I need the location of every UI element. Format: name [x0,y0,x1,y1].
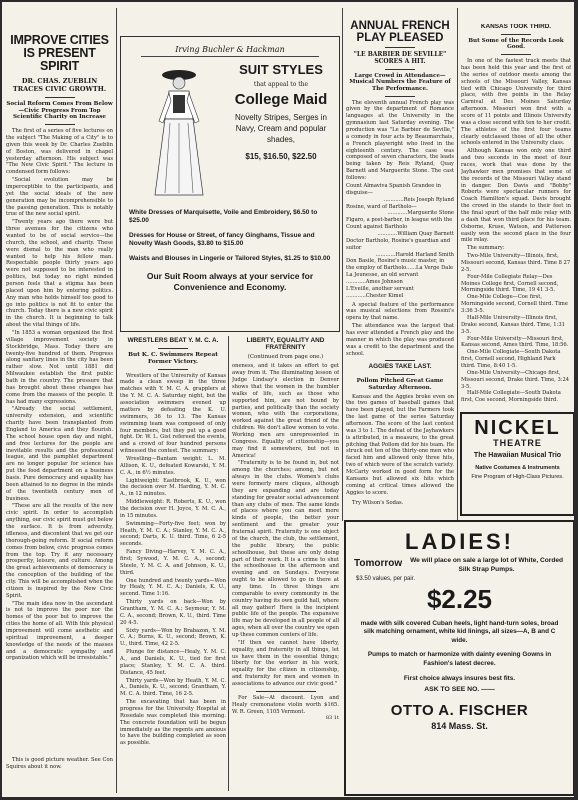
divider [158,348,188,349]
paragraph: Swimming—Forty-five feet; won by Heath, Y. M. C. A.; Stanley, Y. M. C. A., second; Darts, K. U. third. Time, 6 2-5 seconds. [120,520,226,548]
column-rule [342,8,343,521]
divider [45,124,75,125]
article-body [232,363,339,687]
paragraph: Lightweight: Eastbrook, K. U., won the decision over M. Harding, Y. M. C. A., in 12 minutes. [120,477,226,498]
ad-title: College Maid [234,90,328,108]
result-line: Four-Mile University—Missouri first, Kansas second, Ames third. Time, 18:56. [461,335,569,349]
paragraph: "In 1853 a woman organized the first village improvement society in Stockbridge, Mass. Today there are twenty-five hundred of them. Progress along sanitary lines in the city has been rather slow. Not until 1881 did Milwaukee establish the first public bath in the country. The pressure that has brought about these changes has come from the masses of the people. It has had many expressions. [6,330,113,405]
ad-promo: Pumps to match or harmonize with dainty evening Gowns in Fashion's latest decree. [367,651,552,668]
ad-headline: SUIT STYLES [239,62,323,77]
paragraph: A special feature of the performance was musical selections from Rossini's opera by that name. [346,301,454,322]
paragraph: Sixty yards—Won by Brabazon, Y. M. C. A.; Burns, K. U., second; Brown, K. U., third. Time, 42 2-5. [120,627,226,648]
cast-line: Don Basile, Rosine's music master, in the employ of Bartholo......La Verge Dale [346,258,454,272]
continued-note: (Continued from page one.) [247,354,324,361]
paragraph: Thirty yards on back—Won by Grantham, Y. M. C. A.; Seymour, Y. M. C. A., second; Brown, K. U., third. Time 20 4-5. [120,599,226,626]
cast-line: Doctor Bartholo, Rosine's guardian and suitor [346,237,451,251]
paragraph: Thirty yards—Won by Heath, Y. M. C. A., Daniels, K. U., second; Grantham, Y. M. C. A. third. Time, 16 2-5. [120,677,226,698]
result-line: Two-Mile University—Illinois, first, Missouri second, Kansas third. Time 8 27 2-5. [461,253,571,273]
for-sale-notice: For Sale—At discount. Lyon and Healy cremonatone violin worth $165. W. R. Green, 1105 Vermont. [232,694,339,715]
cast-line: Count Almaviva Spanish Grandee in disguise— [346,182,441,196]
subhead: Large Crowd in Attendance—Musical Numbers the Feature of The Performance. [349,72,451,92]
suit-styles-ad [120,36,340,332]
cast-list [346,183,454,300]
divider [256,691,316,692]
paragraph: The eleventh annual French play was given by the department of Romance languages at the University in the gymnasium last Saturday evening. The production was "Le Barbier de Seville," a comedy in four acts by Beaumarchais, a French playwright who lived in the eighteenth century. The case was composed of seven characters, the leads being taken by Reis Ryland, Quay Barnett and Marguerite Stone. The cast follows: [346,99,454,182]
ad-store-name: OTTO A. FISCHER [390,701,529,719]
ad-tagline: that appeal to the [253,80,309,88]
divider [385,69,415,70]
subhead: Social Reform Comes From Below—Civic Progress From Top Scientific Charity on Increase [6,100,113,121]
cast-line: L'Eveille, another servant ............Chester Kimel [346,285,414,299]
column-wrestlers [120,336,226,794]
result-line: Half-Mile University—Illinois first, Drake second, Kansas third. Time, 1:31 3-5. [461,314,565,335]
column-rule [116,8,117,793]
paragraph: "Already the social settlement, university extension, and scientific charity have been transplanted from England to America and they flourish. The school house open day and night, and free lectures for the people are inevitable results and the professional league, and the pamphlet department are no longer popular for science has put the food department on a business basis. Pure democracy and equality has been attained to no degree in the minds of the twentieth century men of business. [6,406,113,502]
ad-waists: Waists and Blouses in Lingerie or Tailored Styles, $1.25 to $10.00 [129,254,331,262]
paragraph: Middleweight: R. Roberts, K. U., won the decision over H. Joyce, Y. M. C. A., in 15 minutes. [120,499,226,519]
result-line: One-Mile Collegiate—South Dakota first, Cornell second, Highland Park third. Time, 8:40 1-5. [461,349,561,369]
paragraph: The excavating that has been in progress for the University Hospital at Rosedale was completed this morning. The concrete foundation will be begun immediately as the regents are anxious to have the building completed as soon as possible. [120,699,226,747]
ad-value: $3.50 values, per pair. [356,576,416,583]
paragraph: Kansas and the Aggies broke even on the two games of baseball games that have been played, but the Farmers took the last game of the series Saturday afternoon. The score of the last contest was 3 to 1. The defeat of the Jayhawkers is attributed, in a measure, to the great pitching that Pollom did for his team. He struck out ten of the thirty-one men who faced him and allowed only three hits, two of which were of the scratch variety. McCarty worked in good form for the Kansans but allowed six hits which coming at critical times allowed the Aggies to score. [346,393,454,496]
closing-note: This is good picture weather. See Con Squires about it now. [6,757,113,770]
ad-dresses-2: Dresses for House or Street, of fancy Ginghams, Tissue and Novelty Wash Goods, $3.80 to $15.00 [129,231,315,248]
paragraph: In one of the fastest track meets that has been held this year and the first of the series of outdoor meets among the schools of the Missouri Valley, Kansas tied with Chicago University for third place, with five points in the Relay Carnival at Des Moines Saturday afternoon. Missouri won first with a score of 11 points and Illinois University was a close second with ten to her credit. The athletes of the first four teams clearly outclassed those of all the other schools entered in the University class. [461,58,571,147]
paragraph: "Twenty years ago there were but three avenues for the citizens who wanted to be of social service—the church, the school, and charity. These were dismal to the man who really wanted to help his fellow man. Respectable people thirty years ago were not supposed to be interested in politics, but today no right minded person feels that a stigma has been placed upon him by entering politics. Any man who holds himself too good to go into politics is not fit to enter the church. Today there is a new civic spirit in the church. It is beginning to talk about the vital things of life. [6,219,113,329]
paragraph: Wrestlers of the University of Kansas made a clean sweep in the three matches with Y. M. C. A. grapplers at the Y. M. C. A. Saturday night, but the association swimmers evened up matters by defeating the K. U. swimmers, 36 to 13. The Kansas swimming team was composed of only four members, but they put up a good fight. Dr. W. L. Gist refereed the events, and a crowd of four hundred persons witnessed the contest. The summary: [120,372,226,455]
article-body [120,373,226,748]
cast-line: La Jeunesse, an old servant ............Ames Johnson [346,272,419,285]
paragraph: The summary: [467,245,505,252]
paragraph: Fancy Diving—Harvey, Y. M. C. A., first; Sywood, Y. M. C. A., second; Steele, Y. M. C. A. and Johnson, K. U., third. [120,549,226,576]
subhead: But Some of the Records Look Good. [468,37,564,51]
column-rule [457,8,458,521]
newspaper-page [2,2,574,797]
cast-line: ............William Quay Barnett [377,230,454,237]
paragraph: oneness, and it takes an effort to get away from it. The illuminating lesson of Judge Lindsay's election in Denver shows that the women in the humbler walks of life, such as those who supported him, are not bound by parties, and politically than the society women, who with the corporations, worked against the great friend of the children. We don't allow women to vote. Working men are unrepresented in Congress. Equality of citizenship—you may find it somewhere, but not in America! [232,363,339,459]
column-rule [228,336,229,791]
ladies-shoe-ad [344,520,574,796]
divider [501,34,531,35]
ad-address: 814 Mass. St. [431,720,488,731]
result-line: One-Mile University—Chicago first, Missouri second, Drake third. Time, 3:24 3-5. [461,369,570,390]
dress-illustration [129,61,231,201]
headline: WRESTLERS BEAT Y. M. C. A. [127,337,219,344]
article-body [6,128,113,753]
cast-line: ............Reis Joseph Ryland [383,196,454,203]
paragraph: "Fraternity is to be found in, but not among the churches; among, but not always in the clubs. Women's clubs were formerly mere cliques, although they are expanding and are today standing for greater social advancement than any clubs of men. The same kinds of places where you can meet more kinds of people, the better your sentiment and the greater your fraternal spirit. Fraternity is one object of the church, the club, the settlement, the public library, the public schoolhouse, but these are only doing part of their work. It is a crime to shut the schoolhouse in the afternoon and evening and on Sundays. Everyone ought to be allowed to go in there at any time. In three things are comparable to every community in the country having its own guild hall, where all may gather! Here is the incipient public life of the people. The expansive life may be developed in all people of all ages, when all over the country we open up these common centers of life. [232,460,339,638]
byline: DR. CHAS. ZUEBLIN TRACES CIVIC GROWTH. [12,77,107,94]
cast-line: Rosine, ward of Bartholo— [346,203,417,210]
paragraph: "If then we cannot have liberty, equality, and fraternity in all things, let us have them in the essential things; liberty for the worker in his work, equality for the citizen in citizenship, and fraternity for men and women in associations to advance our civic good." [232,639,339,687]
paragraph: "Social evolution may be imperceptible to the participants, and yet the social ideals of the new generation may be incomprehensible to the passing generation. This is notably true of the new social spirit. [6,177,113,218]
subhead: But K. C. Swimmers Repeat Former Victory. [128,351,218,365]
headline: IMPROVE CITIES IS PRESENT SPIRIT [10,33,109,74]
ad-closing: Our Suit Room always at your service for Convenience and Economy. [146,271,314,293]
divider [385,96,415,97]
aggies-subhead: Pollom Pitched Great Game Saturday Afternoon. [356,378,444,391]
divider [385,374,415,375]
ad-price: $2.25 [426,584,493,615]
divider [501,54,531,55]
divider [45,97,75,98]
theatre-line2: Fine Program of High-Class Pictures. [471,474,564,481]
ad-offer: We will place on sale a large lot of White, Corded Silk Strap Pumps. [410,557,564,573]
paragraph: Plunge for distance—Healy, Y. M. C. A., and Daniels, K. U., tied for first place; Stanley, Y. M. C. A. third. Distance, 45 feet. [120,649,226,676]
result-line: One-Mile College—Coe first, Morningside second, Cornell third. Time 3:36 3-5. [461,294,568,315]
ad-ask: ASK TO SEE NO. —— [424,685,495,693]
cast-line: ............Marguerite Stone [387,210,454,217]
aggies-headline: AGGIES TAKE LAST. [368,363,432,371]
divider [158,369,188,370]
divider [385,360,415,361]
theatre-title: NICKEL [474,417,561,439]
cast-line: ............Harold Harland Smith [375,251,454,258]
headline: KANSAS TOOK THIRD. [480,24,552,30]
paragraph: Wrestling—Bantam weight: L. M. Allison, K. U., defeated Kowarski, Y. M. C. A., in 6½ minutes. [120,455,226,476]
article-body [346,302,454,358]
cast-line: Figaro, a post-barber, in league with the Count against Bartholo [346,217,453,231]
ad-details: made with silk covered Cuban heels, light hand-turn soles, broad silk matching ornament, white kid linings, all sizes—A, B and C wide. [360,619,559,644]
ad-dresses-1: White Dresses of Marquisette, Voile and Embroidery, $6.50 to $25.00 [129,209,318,225]
aggies-body [346,394,454,497]
ad-headline: LADIES! [405,529,514,554]
column-liberty [232,336,339,794]
column-french-play [346,20,454,515]
headline: ANNUAL FRENCH PLAY PLEASED [350,20,450,45]
headline: LIBERTY, EQUALITY AND FRATERNITY [246,337,325,351]
for-sale-ref: 83 1t [325,715,339,722]
theatre-band: The Hawaiian Musical Trio [473,452,562,460]
play-title: "LE BARBIER DE SEVILLE" SCORES A HIT. [353,51,447,66]
ad-first-choice: First choice always insures best fits. [403,674,516,682]
ad-tomorrow: Tomorrow [354,558,403,570]
ad-prices: $15, $16.50, $22.50 [245,151,317,161]
paragraph: "The main idea now in the ascendant is not to improve the poor nor the homes of the poor but to improve the cities the home of all. With this physical improvement will come aesthetic and spiritual improvement, a deeper knowledge of the needs of the masses and a democratic sympathy and organization which will be irresistable." [6,600,113,662]
theatre-subtitle: THEATRE [493,438,542,448]
column-kansas-third [461,24,571,402]
article-body [461,58,571,252]
paragraph: One hundred and twenty yards—Won by Healy, Y. M. C. A.; Daniels, K. U., second. Time 1:16. [120,577,226,598]
article-body [346,100,454,182]
paragraph: The first of a series of five lectures on the subject "The Making of a City" is to given this week by Dr. Charles Zueblin of Boston, was delivered in chapel yesterday afternoon. His subject was "The New Civic Spirit." The lecture in condensed form follows: [6,128,113,176]
result-line: Half-Mile Collegiate—South Dakota first, Coe second, Morningside third. [461,390,561,402]
paragraph: The attendance was the largest that has ever attended a French play and the manner in which the play was produced was a credit to the department and the school. [346,323,454,357]
theatre-line1: Native Costumes & Instruments [475,465,560,472]
ad-fabrics: Novelty Stripes, Serges in Navy, Cream and popular shades, [234,113,328,144]
result-line: Four-Mile Collegiate Relay—Des Moines College first, Cornell second, Morningside third. Time, 19 41 3-5. [461,273,559,294]
paragraph: Although Kansas won only one third and two seconds in the meet of four races, work that was done by the Jayhawker men promises that some of the records of the Missouri Valley stand in danger. Don Davis and "Bobby" Roberts were spectacular runners for Coach Hamilton's squad. Davis brought the crowd in the stands to their feet in the final spurt of the half mile relay with a dash that won third place for his team. Osborne, Kruse, Watson, and Patterson easily won the second place in the four mile relay. [461,148,571,244]
divider [385,47,415,48]
brand-logo: Irving Buchler & Hackman [141,45,319,57]
nickel-theatre-ad [460,412,574,516]
tagline: Try Wilson's Sodas. [352,500,404,507]
paragraph: "These are all the results of the new civic spirit. In order to accomplish anything, our civic spirit must get below the surface. It is from adversity, idleness, and discontent that we get our thorough-going reform. If social reform comes from below, civic progress comes from the top. Try it any necessary prosperity, leisure, and culture. Among the great achievements of democracy is the conception of the building of the city. This will be accomplished when the citizen is inspired by the New Civic Spirit. [6,503,113,599]
column-civic-spirit [6,2,113,797]
results-list [461,253,571,402]
